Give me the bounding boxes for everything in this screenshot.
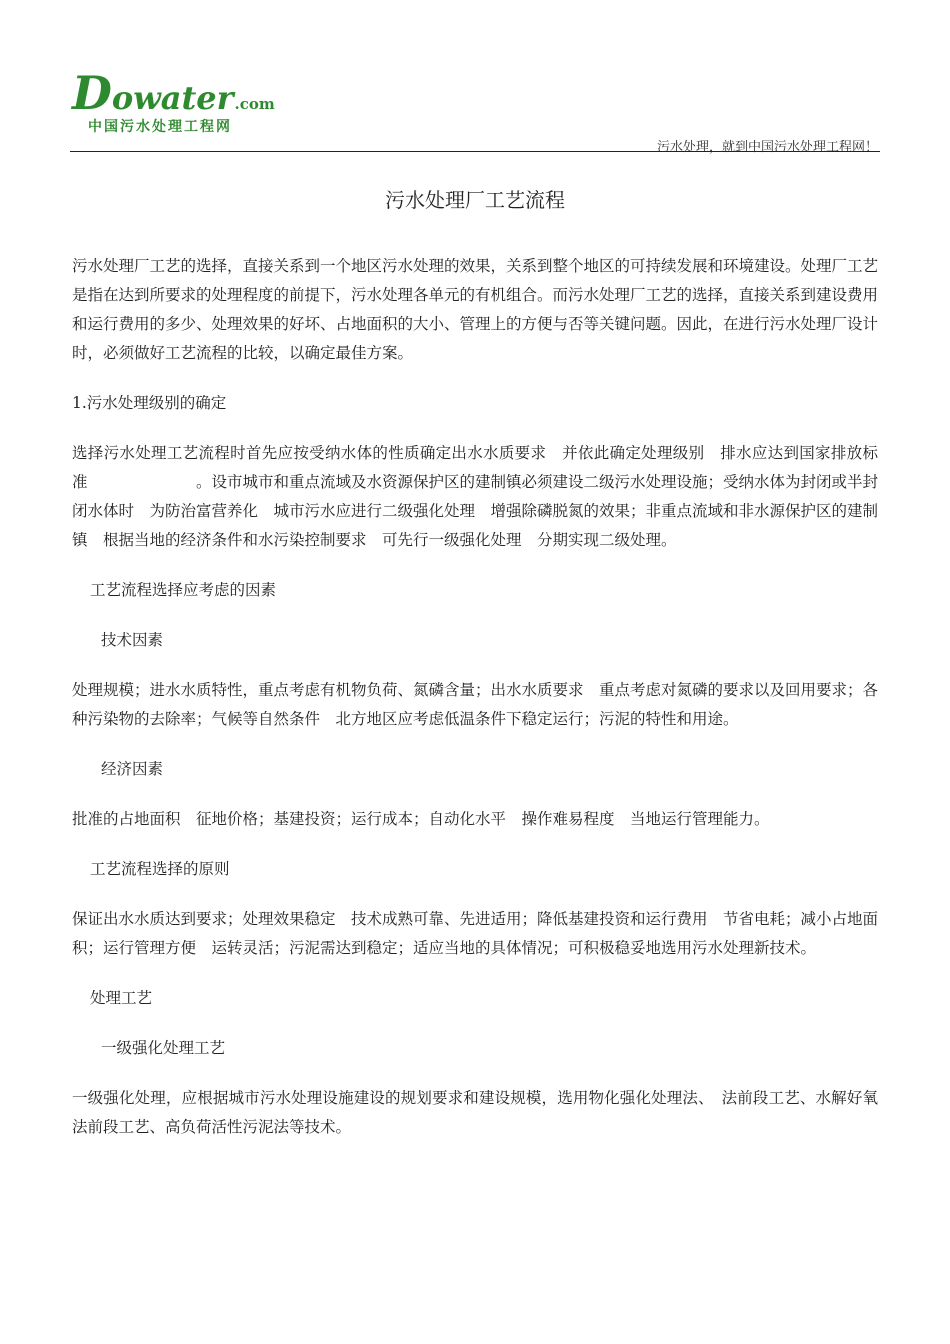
section-heading: 技术因素 bbox=[101, 631, 164, 649]
document-title: 污水处理厂工艺流程 bbox=[385, 188, 565, 212]
section-heading: 工艺流程选择应考虑的因素 bbox=[90, 581, 277, 599]
section-heading: 处理工艺 bbox=[90, 989, 153, 1007]
body-paragraph: 处理规模；进水水质特性，重点考虑有机物负荷、氮磷含量；出水水质要求 重点考虑对氮磷的要求以及回用要求；各种污染物的去除率；气候等自然条件 北方地区应考虑低温条件下稳定运行；污泥的特性和用途。 bbox=[72, 681, 879, 728]
donwater-logo[interactable] bbox=[72, 66, 275, 138]
logo-letter: D bbox=[72, 66, 112, 120]
header-slogan: 污水处理，就到中国污水处理工程网！ bbox=[656, 140, 878, 155]
logo-subtitle: 中国污水处理工程网 bbox=[88, 119, 232, 135]
logo-tld: .com bbox=[234, 95, 275, 113]
body-paragraph: 批准的占地面积 征地价格；基建投资；运行成本；自动化水平 操作难易程度 当地运行管理能力。 bbox=[72, 810, 770, 828]
body-paragraph: 污水处理厂工艺的选择，直接关系到一个地区污水处理的效果，关系到整个地区的可持续发展和环境建设。处理厂工艺是指在达到所要求的处理程度的前提下，污水处理各单元的有机组合。而污水处理厂工艺的选择，直接关系到建设费用和运行费用的多少、处理效果的好坏、占地面积的大小、管理上的方便与否等关键问题。因此，在进行污水处理厂设计时，必须做好工艺流程的比较，以确定最佳方案。 bbox=[72, 257, 879, 362]
logo-text: owater bbox=[111, 79, 234, 117]
logo-wordmark bbox=[72, 66, 275, 120]
body-paragraph: 一级强化处理，应根据城市污水处理设施建设的规划要求和建设规模，选用物化强化处理法、 法前段工艺、水解好氧法前段工艺、高负荷活性污泥法等技术。 bbox=[72, 1089, 878, 1136]
section-heading: 经济因素 bbox=[101, 760, 164, 778]
section-heading: 1.污水处理级别的确定 bbox=[72, 394, 227, 412]
section-heading: 工艺流程选择的原则 bbox=[90, 860, 230, 878]
header-divider bbox=[70, 151, 880, 152]
document-body bbox=[72, 252, 878, 1142]
body-paragraph: 保证出水水质达到要求；处理效果稳定 技术成熟可靠、先进适用；降低基建投资和运行费用 节省电耗；减小占地面积；运行管理方便 运转灵活；污泥需达到稳定；适应当地的具体情况；可积极稳妥地选用污水处理新技术。 bbox=[72, 910, 879, 957]
section-heading: 一级强化处理工艺 bbox=[101, 1039, 226, 1057]
body-paragraph: 选择污水处理工艺流程时首先应按受纳水体的性质确定出水水质要求 并依此确定处理级别 排水应达到国家排放标准 。设市城市和重点流域及水资源保护区的建制镇必须建设二级污水处理设施；受纳水体为封闭或半封闭水体时 为防治富营养化 城市污水应进行二级强化处理 增强除磷脱氮的效果；非重点流域和非水源保护区的建制镇 根据当地的经济条件和水污染控制要求 可先行一级强化处理 分期实现二级处理。 bbox=[72, 444, 879, 549]
